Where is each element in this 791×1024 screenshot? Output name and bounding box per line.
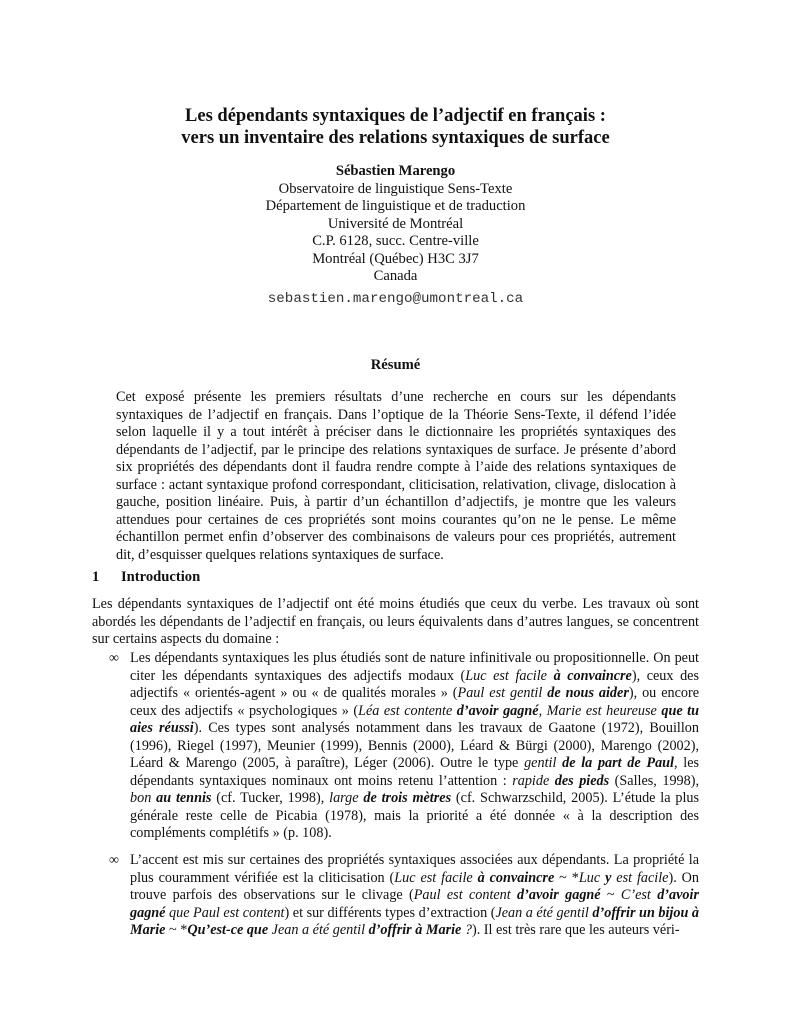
affiliation-line: Université de Montréal bbox=[327, 215, 464, 232]
author-block bbox=[92, 163, 699, 308]
section-number: 1 bbox=[92, 569, 100, 585]
infinity-bullet-icon: ∞ bbox=[109, 853, 119, 869]
bullet-text: Les dépendants syntaxiques les plus étudiés sont de nature infinitivale ou propositionnelle. On peut citer les dépendants syntaxiques des adjectifs modaux (Luc est facile à convaincre), ceux des adjectifs « orientés-agent » ou « de qualités morales » (Paul est gentil de nous aider), ou encore ceux des adjectifs « psychologiques » (Léa est contente d’avoir gagné, Marie est heureuse que tu aies réussi). Ces types sont analysés notamment dans les travaux de Gaatone (1972), Bouillon (1996), Riegel (1997), Meunier (1999), Bennis (2000), Léard & Bürgi (2000), Marengo (2002), Léard & Marengo (2005, à paraître), Léger (2006). Outre le type gentil de la part de Paul, les dépendants syntaxiques nominaux ont moins retenu l’attention : rapide des pieds (Salles, 1998), bon au tennis (cf. Tucker, 1998), large de trois mètres (cf. Schwarzschild, 2005). L’étude la plus générale reste celle de Picabia (1978), mais la priorité a été donnée « à la description des compléments complétifs » (p. 108). bbox=[130, 650, 700, 842]
title-line-2: vers un inventaire des relations syntaxiques de surface bbox=[181, 128, 610, 148]
section-heading bbox=[92, 569, 200, 586]
bullet-item bbox=[92, 852, 699, 940]
author-email: sebastien.marengo@umontreal.ca bbox=[267, 290, 524, 307]
intro-paragraph: Les dépendants syntaxiques de l’adjectif ont été moins étudiés que ceux du verbe. Les travaux où sont abordés les dépendants de l’adjectif en français, ou leurs équivalents dans d’autres langues, se concentrent sur certains aspects du domaine : bbox=[92, 596, 699, 648]
affiliation-line: Département de linguistique et de traduction bbox=[265, 198, 526, 214]
section-title: Introduction bbox=[121, 569, 201, 585]
author-name: Sébastien Marengo bbox=[335, 163, 456, 179]
paper-title bbox=[92, 105, 699, 149]
bullet-item bbox=[92, 650, 699, 843]
infinity-bullet-icon: ∞ bbox=[109, 651, 119, 666]
bullet-text: L’accent est mis sur certaines des propriétés syntaxiques associées aux dépendants. La propriété la plus couramment vérifiée est la cliticisation (Luc est facile à convaincre ~ *Luc y est facile). On trouve parfois des observations sur le clivage (Paul est content d’avoir gagné ~ C’est d’avoir gagné que Paul est content) et sur différents types d’extraction (Jean a été gentil d’offrir un bijou à Marie ~ *Qu’est-ce que Jean a été gentil d’offrir à Marie ?). Il est très rare que les auteurs véri- bbox=[130, 852, 700, 939]
affiliation-line: Canada bbox=[373, 268, 418, 284]
bullet-list bbox=[92, 650, 699, 940]
affiliation-line: C.P. 6128, succ. Centre-ville bbox=[312, 233, 479, 249]
abstract-text: Cet exposé présente les premiers résultats d’une recherche en cours sur les dépendants syntaxiques de l’adjectif en français. Dans l’optique de la Théorie Sens-Texte, il défend l’idée selon laquelle il y a tout intérêt à préciser dans le dictionnaire les propriétés syntaxiques des dépendants de l’adjectif, par le principe des relations syntaxiques de surface. Je présente d’abord six propriétés des dépendants dont il faudra rendre compte à l’aide des relations syntaxiques de surface : actant syntaxique profond correspondant, cliticisation, relativation, clivage, dislocation à gauche, position linéaire. Puis, à partir d’un échantillon d’adjectifs, je montre que les valeurs attendues pour certaines de ces propriétés sont moins courantes qu’on ne le pense. Le même échantillon permet enfin d’observer des combinaisons de valeurs pour ces propriétés, autrement dit, d’esquisser quelques relations syntaxiques de surface. bbox=[116, 389, 676, 563]
abstract-heading: Résumé bbox=[370, 357, 421, 373]
affiliation-line: Montréal (Québec) H3C 3J7 bbox=[312, 250, 479, 267]
title-line-1: Les dépendants syntaxiques de l’adjectif en français : bbox=[185, 106, 606, 126]
affiliation-line: Observatoire de linguistique Sens-Texte bbox=[278, 180, 513, 197]
